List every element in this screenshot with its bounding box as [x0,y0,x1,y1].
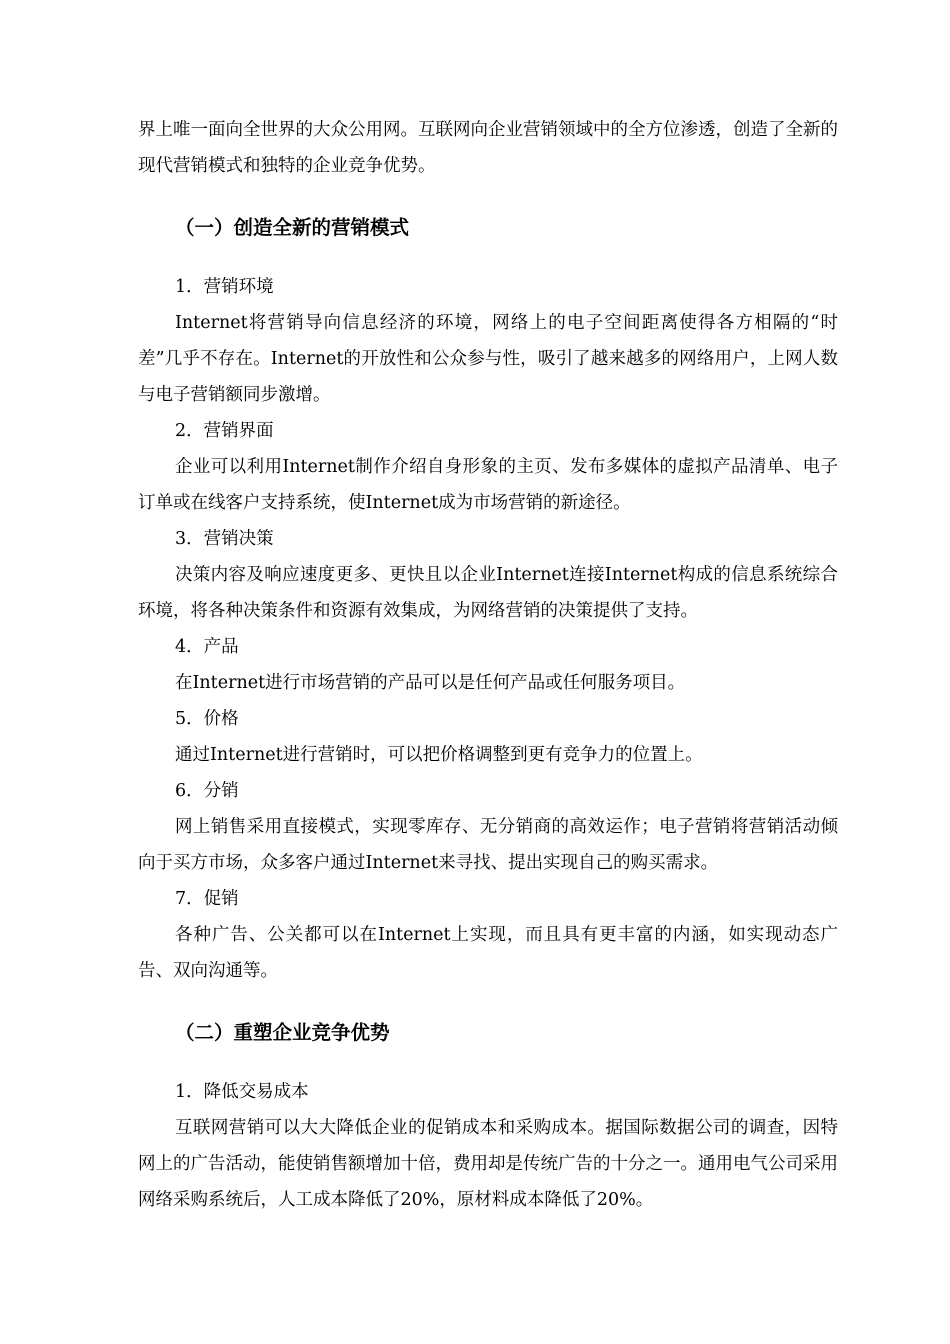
item-body: 各种广告、公关都可以在Internet上实现，而且具有更丰富的内涵，如实现动态广告、双向沟通等。 [138,925,838,981]
section-heading-1: （一）创造全新的营销模式 [175,216,410,239]
item-body: 在Internet进行市场营销的产品可以是任何产品或任何服务项目。 [175,673,686,693]
item-body: 网上销售采用直接模式，实现零库存、无分销商的高效运作；电子营销将营销活动倾向于买方市场，众多客户通过Internet来寻找、提出实现自己的购买需求。 [138,817,838,873]
item-title: 2．营销界面 [175,421,274,441]
section-heading-2: （二）重塑企业竞争优势 [175,1021,390,1044]
item-body: Internet将营销导向信息经济的环境，网络上的电子空间距离使得各方相隔的“时差”几乎不存在。Internet的开放性和公众参与性，吸引了越来越多的网络用户，上网人数与电子营销额同步激增。 [138,313,838,405]
item-title: 5．价格 [175,709,239,729]
item-title: 4．产品 [175,637,239,657]
item-title: 1．降低交易成本 [175,1082,309,1102]
item-body: 决策内容及响应速度更多、更快且以企业Internet连接Internet构成的信息系统综合环境，将各种决策条件和资源有效集成，为网络营销的决策提供了支持。 [138,565,838,621]
item-title: 1．营销环境 [175,277,274,297]
item-body: 通过Internet进行营销时，可以把价格调整到更有竞争力的位置上。 [175,745,703,765]
item-title: 3．营销决策 [175,529,274,549]
item-title: 6．分销 [175,781,239,801]
item-title: 7．促销 [175,889,239,909]
item-body: 企业可以利用Internet制作介绍自身形象的主页、发布多媒体的虚拟产品清单、电子订单或在线客户支持系统，使Internet成为市场营销的新途径。 [138,457,838,513]
document-page [138,112,838,1218]
item-body: 互联网营销可以大大降低企业的促销成本和采购成本。据国际数据公司的调查，因特网上的广告活动，能使销售额增加十倍，费用却是传统广告的十分之一。通用电气公司采用网络采购系统后，人工成本降低了20%，原材料成本降低了20%。 [138,1118,838,1210]
intro-paragraph: 界上唯一面向全世界的大众公用网。互联网向企业营销领域中的全方位渗透，创造了全新的现代营销模式和独特的企业竞争优势。 [138,120,838,176]
